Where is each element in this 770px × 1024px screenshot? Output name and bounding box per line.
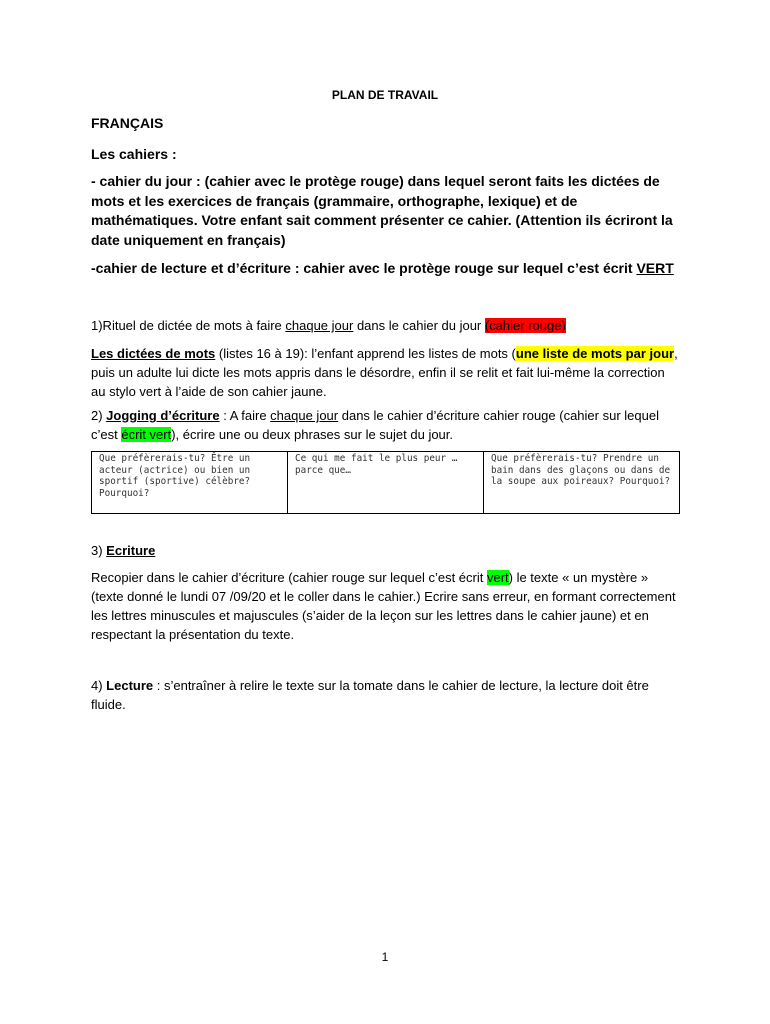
page-number: 1 — [381, 950, 389, 964]
cahiers-heading: Les cahiers : — [91, 146, 177, 162]
item2-paragraph — [91, 406, 681, 444]
item3-heading: Ecriture — [106, 543, 156, 558]
item3-heading-line — [91, 541, 681, 560]
item1-highlight: (cahier rouge) — [484, 318, 566, 333]
item4-paragraph — [91, 676, 681, 714]
item3-num: 3) — [91, 543, 107, 558]
jogging-prompts-table — [91, 451, 680, 514]
recopier-paragraph — [91, 568, 681, 644]
item2-highlight: écrit vert — [121, 427, 172, 442]
dictees-paragraph — [91, 344, 681, 401]
item4-post: : s’entraîner à relire le texte sur la tomate dans le cahier de lecture, la lecture doit être fluide. — [91, 678, 649, 712]
dictees-pre: (listes 16 à 19): l’enfant apprend les listes de mots ( — [215, 346, 516, 361]
item1-paragraph — [91, 316, 681, 335]
item2-underline: chaque jour — [270, 408, 339, 423]
item2-heading: Jogging d’écriture — [106, 408, 220, 423]
item2-mid: dans le cahier d’écriture cahier rouge (cahier sur lequel c’est — [91, 408, 659, 442]
item4-num: 4) — [91, 678, 107, 693]
item4-heading: Lecture — [106, 678, 154, 693]
prompt-cell: Que préfèrerais-tu? Prendre un bain dans des glaçons ou dans de la soupe aux poireaux? Pourquoi? — [491, 453, 671, 487]
dictees-heading: Les dictées de mots — [91, 346, 216, 361]
recopier-highlight: vert — [486, 570, 509, 585]
item2-post: ), écrire une ou deux phrases sur le sujet du jour. — [171, 427, 454, 442]
recopier-post: ) le texte « un mystère » (texte donné le lundi 07 /09/20 et le coller dans le cahier.) Ecrire sans erreur, en formant correctement les lettres minuscules et majuscules (s’aider de la leçon sur les lettres dans le cahier jaune) et en respectant la présentation du texte. — [91, 570, 676, 642]
prompt-cell: Que préfèrerais-tu? Être un acteur (actrice) ou bien un sportif (sportive) célèbre? Pourquoi? — [92, 452, 288, 513]
item1-mid: dans le cahier du jour — [353, 318, 485, 333]
item1-pre: 1)Rituel de dictée de mots à faire — [91, 318, 286, 333]
cahier-lecture-text: -cahier de lecture et d’écriture : cahier avec le protège rouge sur lequel c’est écrit — [91, 260, 637, 276]
cahier-jour-paragraph: - cahier du jour : (cahier avec le protège rouge) dans lequel seront faits les dictées de mots et les exercices de français (grammaire, orthographe, lexique) et de mathématiques. Votre enfant sait comment présenter ce cahier. (Attention ils écriront la date uniquement en français) — [91, 173, 673, 248]
section-heading: FRANÇAIS — [91, 115, 164, 131]
page-title: PLAN DE TRAVAIL — [331, 88, 439, 102]
cahier-lecture-paragraph — [91, 259, 681, 279]
item1-underline: chaque jour — [285, 318, 354, 333]
dictees-post: , puis un adulte lui dicte les mots appris dans le désordre, enfin il se relit et fait lui-même la correction au stylo vert à l’aide de son cahier jaune. — [91, 346, 678, 399]
item2-num: 2) — [91, 408, 107, 423]
prompt-cell: Ce qui me fait le plus peur … parce que… — [288, 452, 484, 513]
dictees-highlight: une liste de mots par jour — [515, 346, 675, 361]
item2-pre: : A faire — [219, 408, 271, 423]
recopier-pre: Recopier dans le cahier d’écriture (cahier rouge sur lequel c’est écrit — [91, 570, 487, 585]
vert-label: VERT — [636, 260, 674, 276]
